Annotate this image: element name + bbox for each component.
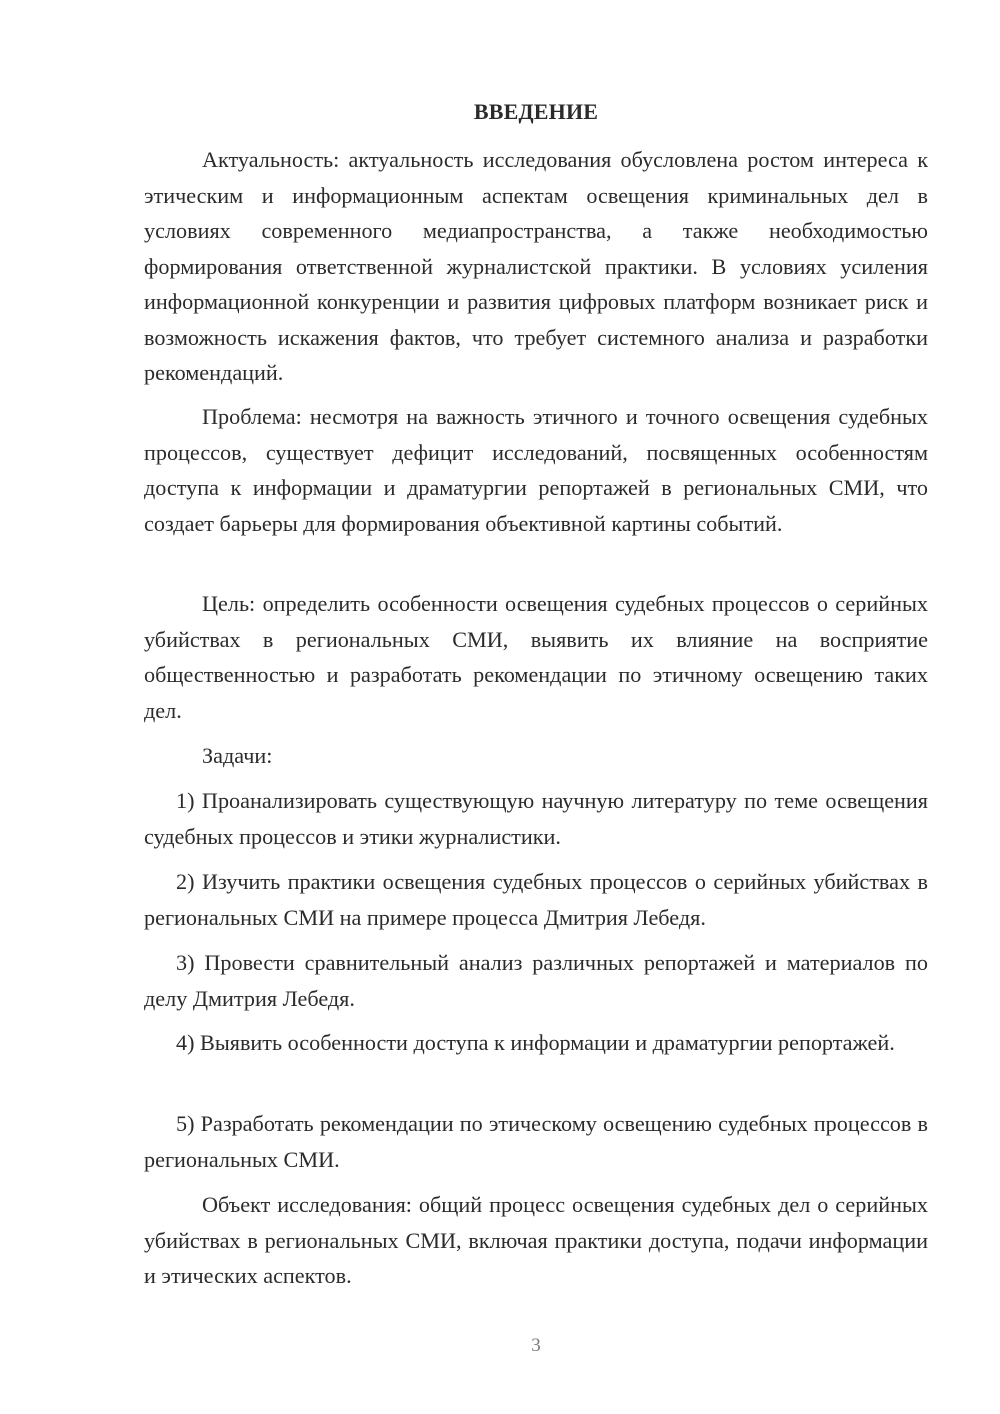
task-item-4: 4) Выявить особенности доступа к информации и драматургии репортажей.	[176, 1030, 895, 1055]
task-item-2: 2) Изучить практики освещения судебных процессов о серийных убийствах в региональных СМИ на примере процесса Дмитрия Лебедя.	[144, 869, 928, 930]
task-item-3: 3) Провести сравнительный анализ различных репортажей и материалов по делу Дмитрия Лебедя.	[144, 950, 928, 1011]
task-item-5: 5) Разработать рекомендации по этическому освещению судебных процессов в региональных СМИ.	[144, 1111, 928, 1172]
page-title: ВВЕДЕНИЕ	[473, 99, 599, 124]
task-item-1: 1) Проанализировать существующую научную литературу по теме освещения судебных процессов и этики журналистики.	[144, 788, 928, 849]
tasks-heading: Задачи:	[202, 743, 273, 768]
research-object-paragraph: Объект исследования: общий процесс освещения судебных дел о серийных убийствах в региональных СМИ, включая практики доступа, подачи информации и этических аспектов.	[144, 1192, 928, 1288]
goal-paragraph: Цель: определить особенности освещения судебных процессов о серийных убийствах в региональных СМИ, выявить их влияние на восприятие общественностью и разработать рекомендации по этичному освещению таких дел.	[144, 591, 928, 723]
problem-paragraph: Проблема: несмотря на важность этичного и точного освещения судебных процессов, существует дефицит исследований, посвященных особенностям доступа к информации и драматургии репортажей в региональных СМИ, что создает барьеры для формирования объективной картины событий.	[144, 404, 928, 536]
actuality-paragraph: Актуальность: актуальность исследования обусловлена ростом интереса к этическим и информационным аспектам освещения криминальных дел в условиях современного медиапространства, а также необходимостью формирования ответственной журналистской практики. В условиях усиления информационной конкуренции и развития цифровых платформ возникает риск и возможность искажения фактов, что требует системного анализа и разработки рекомендаций.	[144, 147, 928, 385]
page-number: 3	[531, 1335, 541, 1356]
